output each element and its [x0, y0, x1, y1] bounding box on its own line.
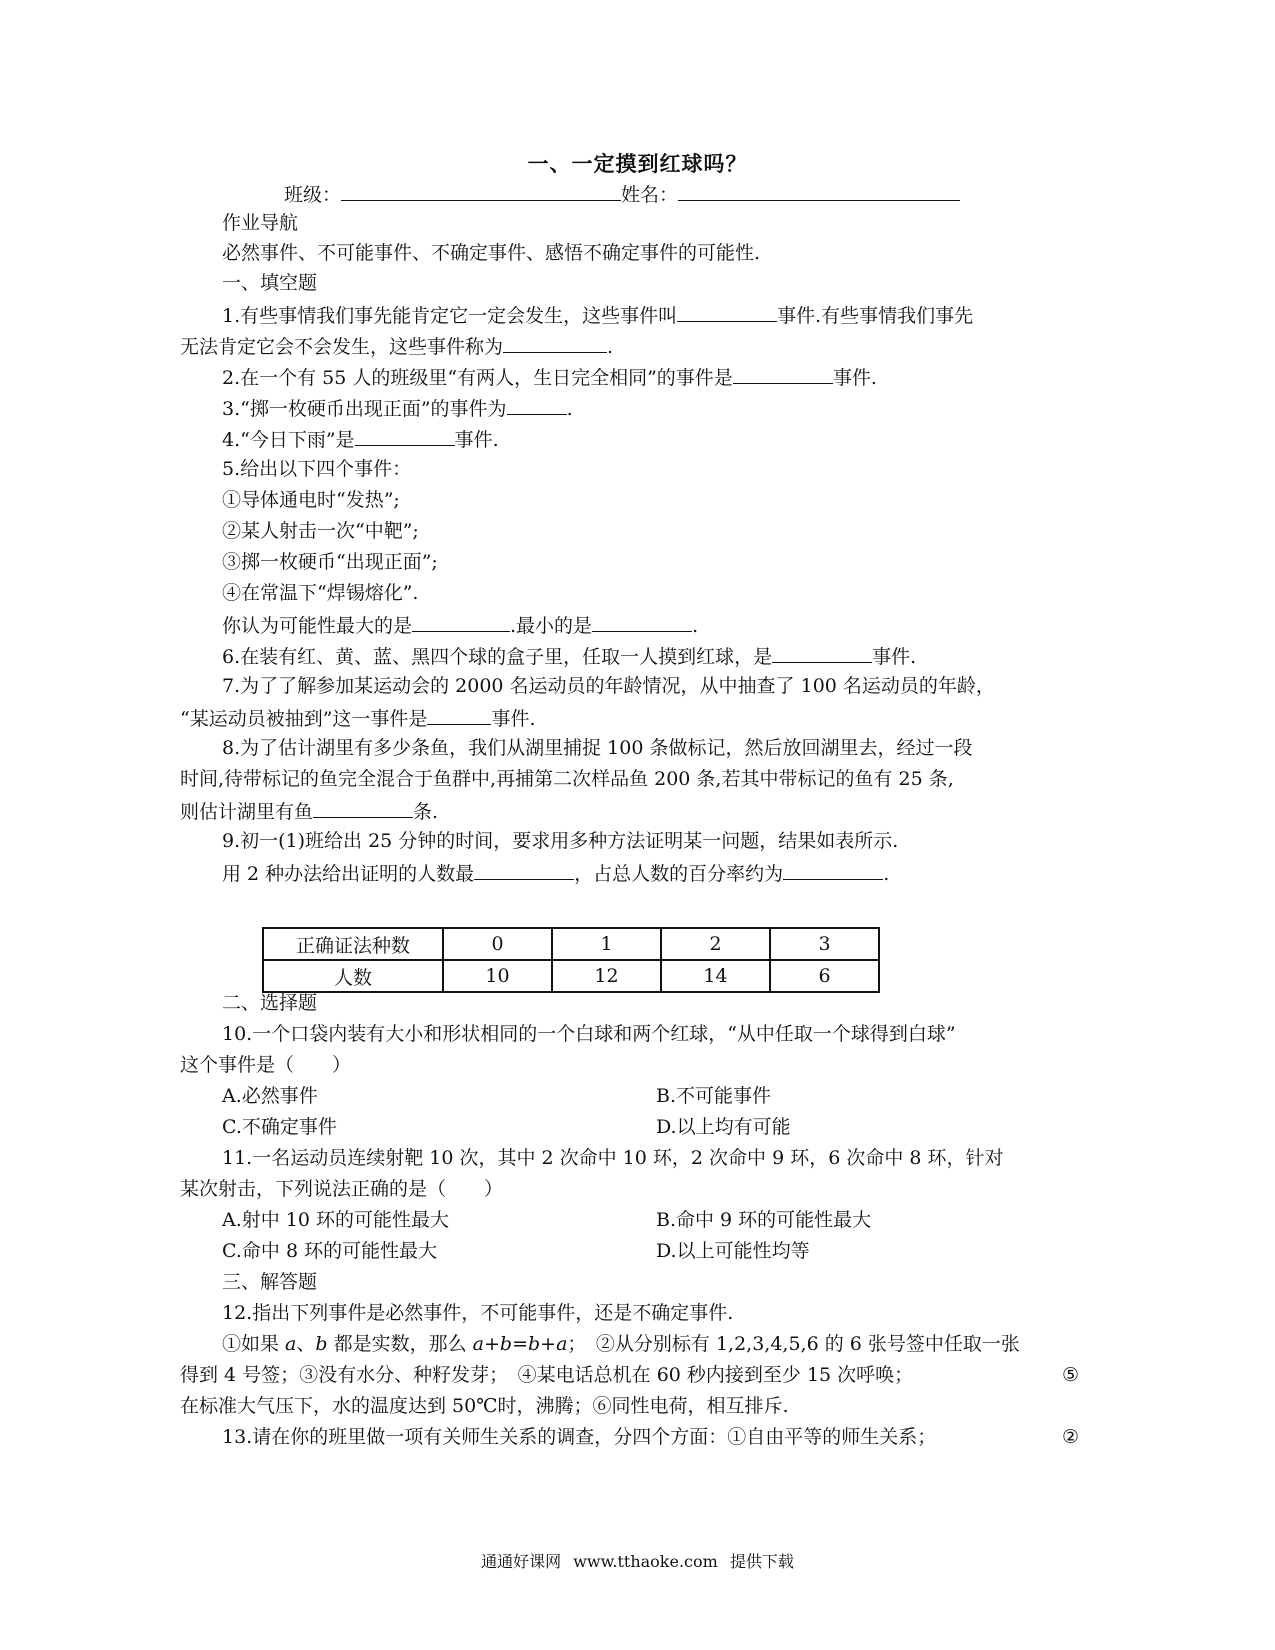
page-footer [0, 1549, 1275, 1572]
table-cell: 6 [770, 960, 879, 992]
question-6: 6.在装有红、黄、蓝、黑四个球的盒子里，任取一人摸到红球，是 事件. [222, 642, 916, 670]
table-cell: 2 [661, 928, 770, 960]
question-12-line-3: 得到 4 号签；③没有水分、种籽发芽； ④某电话总机在 60 秒内接到至少 15 次呼唤； [180, 1364, 914, 1386]
answer-blank[interactable] [474, 859, 574, 880]
table-cell: 人数 [263, 960, 443, 992]
name-field[interactable] [678, 180, 960, 201]
guide-text: 必然事件、不可能事件、不确定事件、感悟不确定事件的可能性. [222, 242, 761, 264]
question-5-item-3: ③掷一枚硬币“出现正面”; [222, 551, 438, 573]
option-d[interactable]: D.以上均有可能 [656, 1116, 791, 1138]
question-12-line-1: 12.指出下列事件是必然事件，不可能事件，还是不确定事件. [222, 1302, 734, 1324]
question-7-line-2: “某运动员被抽到”这一事件是 事件. [180, 704, 535, 732]
answer-blank[interactable] [427, 704, 491, 725]
answer-blank[interactable] [355, 425, 455, 446]
question-8-line-2: 时间,待带标记的鱼完全混合于鱼群中,再捕第二次样品鱼 200 条,若其中带标记的鱼有 25 条, [180, 768, 954, 790]
question-7-line-1: 7.为了了解参加某运动会的 2000 名运动员的年龄情况，从中抽查了 100 名运动员的年龄， [222, 675, 995, 697]
question-11-line-1: 11.一名运动员连续射靶 10 次，其中 2 次命中 10 环，2 次命中 9 环，6 次命中 8 环，针对 [222, 1147, 1004, 1169]
table-cell: 正确证法种数 [263, 928, 443, 960]
question-13-line-1-end: ② [1062, 1426, 1080, 1448]
question-9-line-1: 9.初一(1)班给出 25 分钟的时间，要求用多种方法证明某一问题，结果如表所示. [222, 830, 899, 852]
question-8-line-1: 8.为了估计湖里有多少条鱼，我们从湖里捕捉 100 条做标记，然后放回湖里去，经过一段 [222, 737, 973, 759]
question-10-line-2: 这个事件是（ ） [180, 1054, 352, 1076]
question-9-line-2: 用 2 种办法给出证明的人数最 ，占总人数的百分率约为 . [222, 859, 889, 887]
class-label: 班级： [284, 184, 342, 206]
page-title: 一、一定摸到红球吗？ [527, 152, 748, 176]
answer-blank[interactable] [783, 859, 883, 880]
question-10-line-1: 10.一个口袋内装有大小和形状相同的一个白球和两个红球，“从中任取一个球得到白球” [222, 1023, 956, 1045]
footer-site: 通通好课网 [481, 1552, 562, 1571]
question-1-line-1: 1.有些事情我们事先能肯定它一定会发生，这些事件叫 事件.有些事情我们事先 [222, 301, 973, 329]
option-a[interactable]: A.射中 10 环的可能性最大 [222, 1209, 450, 1231]
question-8-line-3: 则估计湖里有鱼 条. [180, 797, 438, 825]
question-5-item-4: ④在常温下“焊锡熔化”. [222, 582, 419, 604]
class-field[interactable] [341, 180, 621, 201]
answer-blank[interactable] [592, 611, 692, 632]
question-5-item-2: ②某人射击一次“中靶”; [222, 520, 419, 542]
table-cell: 0 [443, 928, 552, 960]
results-table [262, 927, 880, 993]
question-12-line-2: ①如果 a、b 都是实数，那么 a+b=b+a； ②从分别标有 1,2,3,4,5,6 的 6 张号签中任取一张 [222, 1333, 1020, 1355]
answer-blank[interactable] [507, 394, 567, 415]
answer-blank[interactable] [677, 301, 777, 322]
header-line [284, 180, 960, 208]
question-5-ask: 你认为可能性最大的是 .最小的是 . [222, 611, 698, 639]
question-5: 5.给出以下四个事件： [222, 458, 412, 480]
question-2: 2.在一个有 55 人的班级里“有两人，生日完全相同”的事件是 事件. [222, 363, 877, 391]
question-12-line-3-end: ⑤ [1062, 1364, 1080, 1386]
answer-blank[interactable] [503, 332, 607, 353]
table-row [263, 960, 879, 992]
question-1-line-2: 无法肯定它会不会发生，这些事件称为 . [180, 332, 613, 360]
table-cell: 14 [661, 960, 770, 992]
table-cell: 12 [552, 960, 661, 992]
footer-tail: 提供下载 [729, 1552, 794, 1571]
option-c[interactable]: C.不确定事件 [222, 1116, 337, 1138]
question-5-item-1: ①导体通电时“发热”; [222, 489, 400, 511]
question-13-line-1: 13.请在你的班里做一项有关师生关系的调查，分四个方面：①自由平等的师生关系； [222, 1426, 937, 1448]
question-3: 3.“掷一枚硬币出现正面”的事件为 . [222, 394, 573, 422]
table-cell: 1 [552, 928, 661, 960]
section-choice: 二、选择题 [222, 992, 318, 1014]
option-d[interactable]: D.以上可能性均等 [656, 1240, 810, 1262]
option-b[interactable]: B.命中 9 环的可能性最大 [656, 1209, 872, 1231]
option-b[interactable]: B.不可能事件 [656, 1085, 772, 1107]
option-c[interactable]: C.命中 8 环的可能性最大 [222, 1240, 438, 1262]
table-cell: 3 [770, 928, 879, 960]
table-row [263, 928, 879, 960]
answer-blank[interactable] [412, 611, 510, 632]
guide-heading: 作业导航 [222, 212, 299, 234]
answer-blank[interactable] [733, 363, 833, 384]
table-cell: 10 [443, 960, 552, 992]
answer-blank[interactable] [772, 642, 872, 663]
section-answer: 三、解答题 [222, 1271, 318, 1293]
question-12-line-4: 在标准大气压下，水的温度达到 50℃时，沸腾；⑥同性电荷，相互排斥. [180, 1395, 789, 1417]
answer-blank[interactable] [313, 797, 413, 818]
section-fill-blank: 一、填空题 [222, 272, 318, 294]
option-a[interactable]: A.必然事件 [222, 1085, 318, 1107]
question-11-line-2: 某次射击，下列说法正确的是（ ） [180, 1178, 504, 1200]
question-4: 4.“今日下雨”是 事件. [222, 425, 499, 453]
footer-url[interactable]: www.tthaoke.com [573, 1552, 718, 1571]
name-label: 姓名： [621, 184, 679, 206]
